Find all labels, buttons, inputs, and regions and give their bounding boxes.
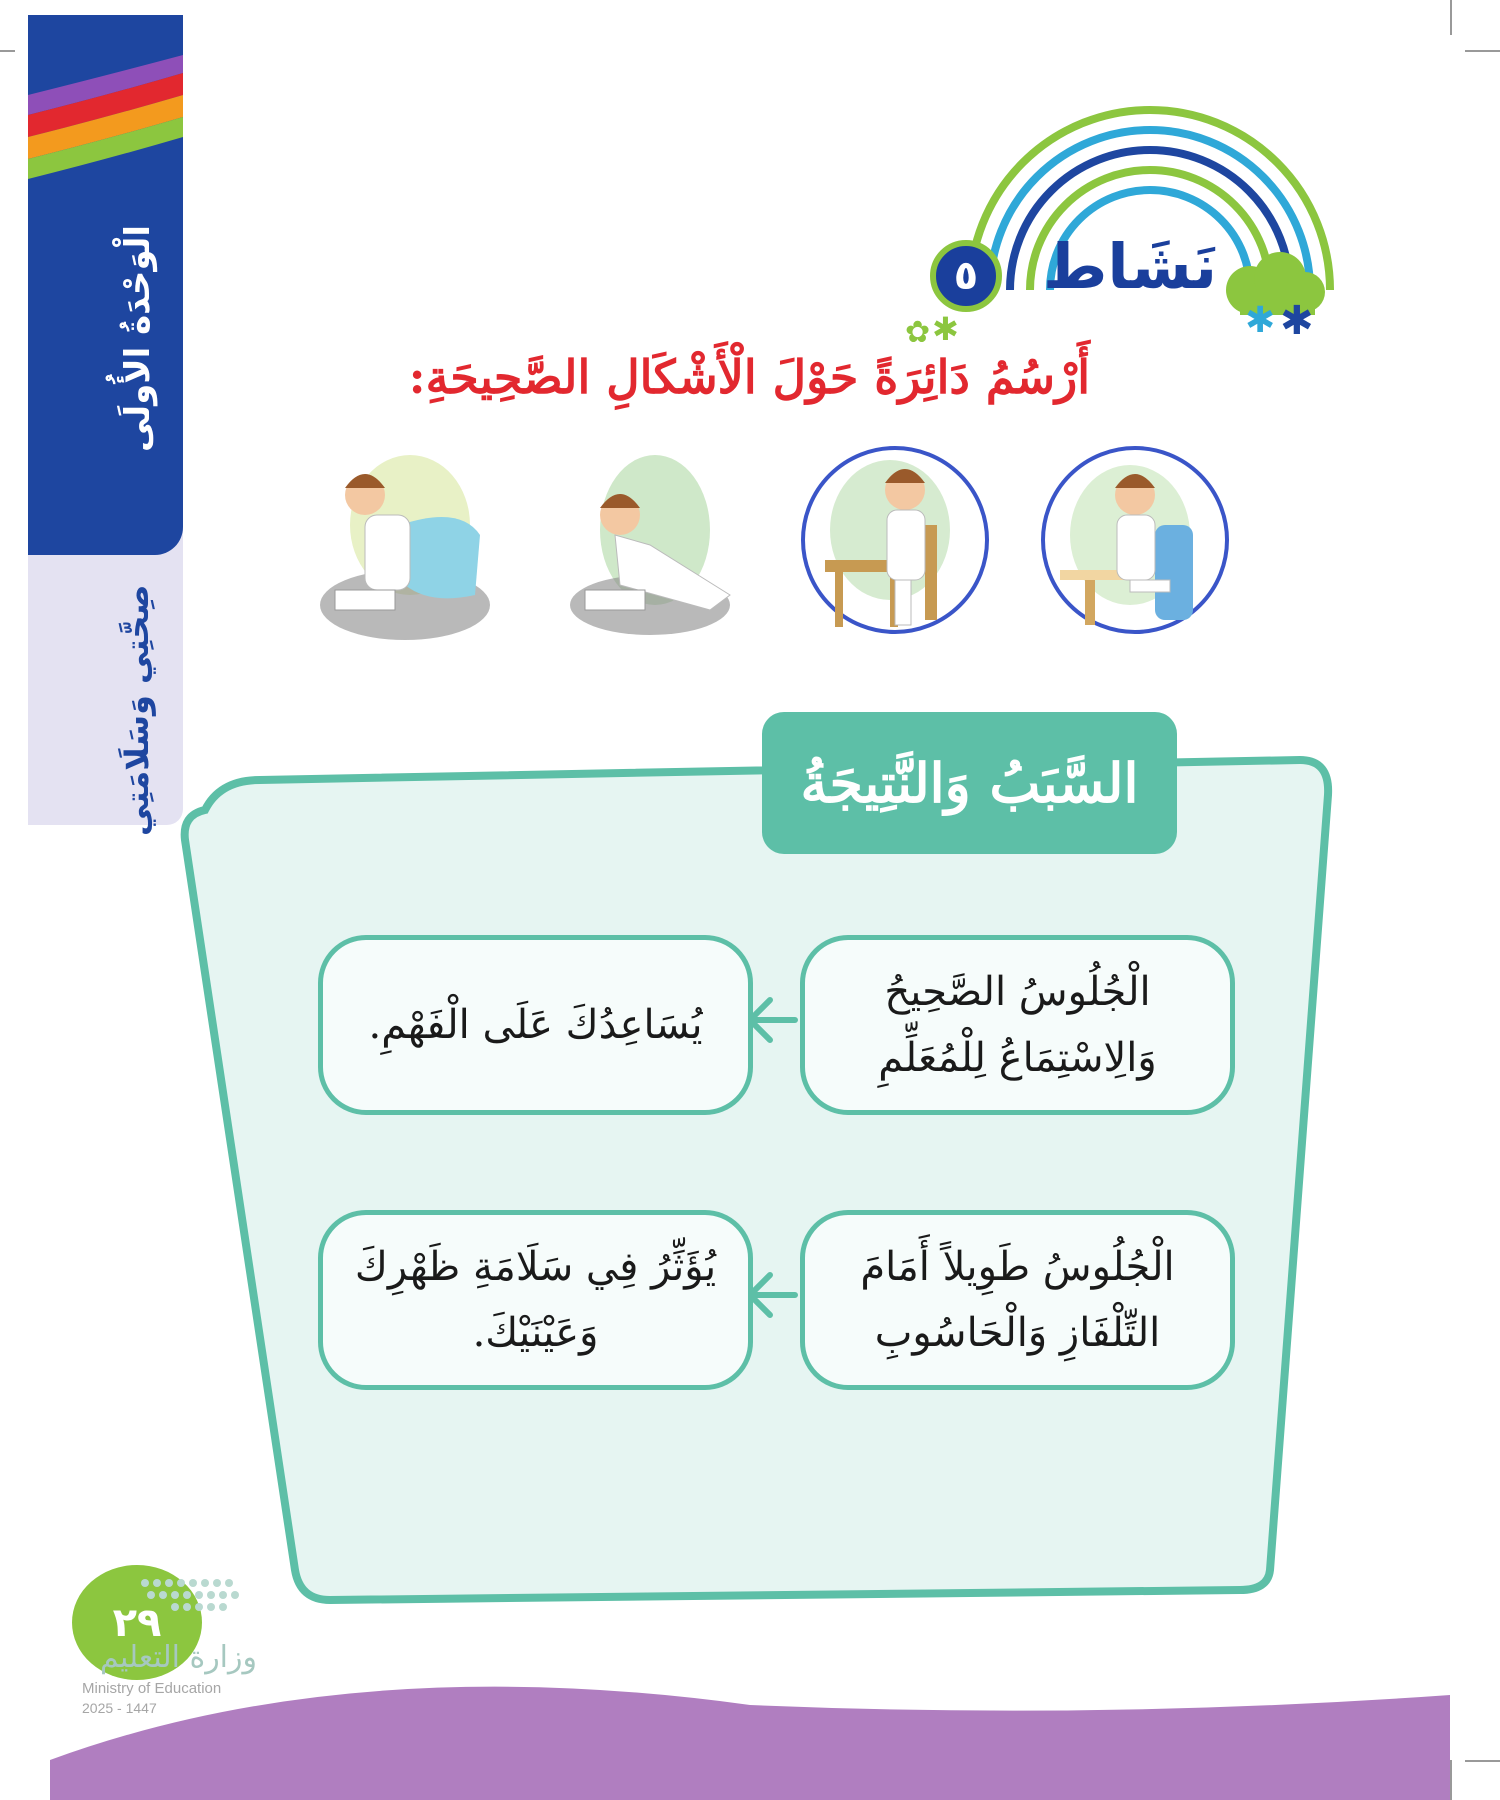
posture-image-lying-floor[interactable] xyxy=(560,445,750,645)
ministry-name-english: Ministry of Education xyxy=(82,1680,222,1697)
effect-box-1 xyxy=(318,935,753,1115)
section-title: السَّبَبُ وَالنَّتِيجَةُ xyxy=(800,751,1139,815)
footer-wave xyxy=(50,1610,1450,1800)
effect-2-line-2: وَعَيْنَيْكَ. xyxy=(472,1310,599,1356)
flower-icon: ✿ xyxy=(905,315,931,350)
ministry-logo-dots xyxy=(135,1575,255,1625)
snowflake-icon: ✱ xyxy=(1245,300,1276,341)
cause-effect-panel xyxy=(160,740,1360,1610)
crop-mark xyxy=(1450,1760,1452,1800)
section-title-tab xyxy=(762,712,1177,854)
activity-number: ٥ xyxy=(953,253,979,299)
effect-1-line-1: يُسَاعِدُكَ عَلَى الْفَهْمِ. xyxy=(368,1002,703,1048)
activity-title: نَشَاط xyxy=(1042,230,1218,303)
activity-number-badge xyxy=(930,240,1002,312)
cause-box-2 xyxy=(800,1210,1235,1390)
sidebar xyxy=(28,15,183,837)
effect-2-line-1: يُؤَثِّرُ فِي سَلَامَةِ ظَهْرِكَ xyxy=(354,1244,717,1290)
snowflake-icon: ✱ xyxy=(1280,298,1314,344)
sidebar-unit-label: الْوَحْدَةُ الأُولَى xyxy=(118,225,158,453)
crop-mark xyxy=(1465,50,1500,52)
ministry-name-arabic: وزارة التعليم xyxy=(99,1640,257,1675)
ministry-year: 2025 - 1447 xyxy=(82,1700,157,1716)
page-number: ٢٩ xyxy=(112,1599,162,1646)
flower-icon: ✱ xyxy=(932,310,959,348)
sidebar-theme-label: صِحَّتِي وَسَلَامَتِي xyxy=(118,585,156,837)
cause-2-line-1: الْجُلُوسُ طَوِيلاً أَمَامَ xyxy=(860,1244,1175,1290)
cause-1-line-2: وَالِاسْتِمَاعُ لِلْمُعَلِّمِ xyxy=(878,1035,1157,1081)
posture-image-slouch-couch[interactable] xyxy=(310,445,500,645)
cause-2-line-2: التِّلْفَازِ وَالْحَاسُوبِ xyxy=(874,1310,1161,1356)
cause-box-1 xyxy=(800,935,1235,1115)
cause-1-line-1: الْجُلُوسُ الصَّحِيحُ xyxy=(884,969,1151,1015)
posture-image-chair-correct[interactable] xyxy=(1035,440,1235,640)
crop-mark xyxy=(0,50,15,52)
sidebar-swoosh xyxy=(28,55,183,195)
crop-mark xyxy=(1450,0,1452,35)
activity-instruction: أَرْسُمُ دَائِرَةً حَوْلَ الْأَشْكَالِ الصَّحِيحَةِ: xyxy=(408,350,1090,404)
crop-mark xyxy=(1465,1760,1500,1762)
effect-box-2 xyxy=(318,1210,753,1390)
posture-image-desk-correct[interactable] xyxy=(795,440,995,640)
